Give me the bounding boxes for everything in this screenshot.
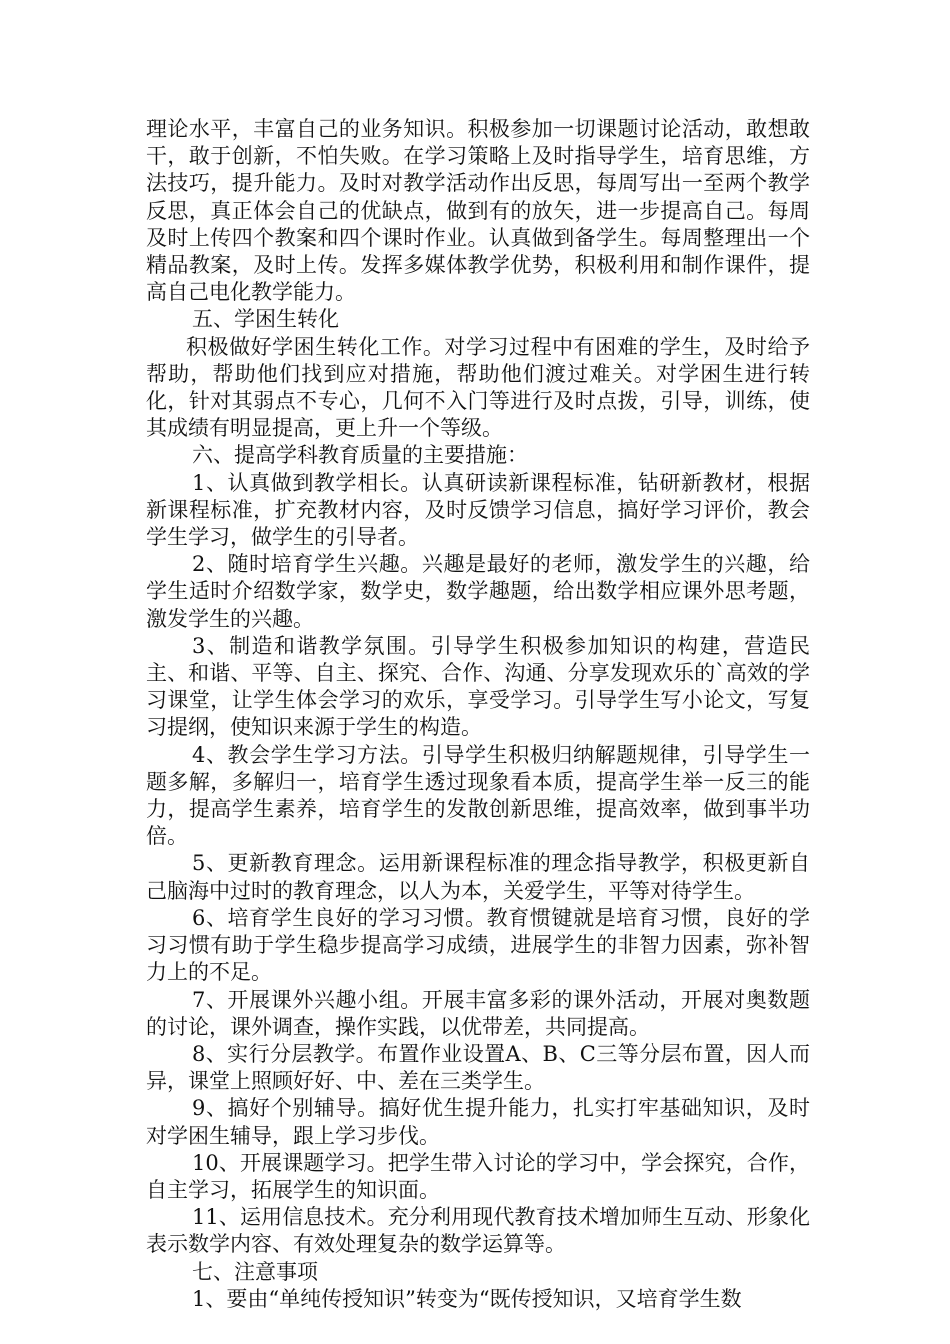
section-heading-6: 六、提高学科教育质量的主要措施： [192, 443, 528, 468]
measure-item-1: 1、认真做到教学相长。认真研读新课程标准，钻研新教材，根据新课程标准，扩充教材内容，及时反馈学习信息，搞好学习评价，教会学生学习，做学生的引导者。 [146, 470, 810, 550]
measure-item-9: 9、搞好个别辅导。搞好优生提升能力，扎实打牢基础知识，及时对学困生辅导，跟上学习步伐。 [146, 1096, 810, 1148]
measure-item-2: 2、随时培育学生兴趣。兴趣是最好的老师，激发学生的兴趣，给学生适时介绍数学家，数学史，数学趣题，给出数学相应课外思考题，激发学生的兴趣。 [146, 552, 810, 631]
paragraph-continuation: 理论水平，丰富自己的业务知识。积极参加一切课题讨论活动，敢想敢干，敢于创新，不怕失败。在学习策略上及时指导学生，培育思维，方法技巧，提升能力。及时对教学活动作出反思，每周写出一至两个教学反思，真正体会自己的优缺点，做到有的放矢，进一步提高自己。每周及时上传四个教案和四个课时作业。认真做到备学生。每周整理出一个精品教案，及时上传。发挥多媒体教学优势，积极利用和制作课件，提高自己电化教学能力。 [146, 117, 810, 305]
section-heading-5: 五、学困生转化 [192, 307, 339, 332]
measure-item-7: 7、开展课外兴趣小组。开展丰富多彩的课外活动，开展对奥数题的讨论，课外调查，操作实践，以优带差，共同提高。 [146, 987, 810, 1039]
measure-item-4: 4、教会学生学习方法。引导学生积极归纳解题规律，引导学生一题多解，多解归一，培育学生透过现象看本质，提高学生举一反三的能力，提高学生素养，培育学生的发散创新思维，提高效率，做到事半功倍。 [146, 742, 810, 849]
measure-item-3: 3、制造和谐教学氛围。引导学生积极参加知识的构建，营造民主、和谐、平等、自主、探究、合作、沟通、分享发现欢乐的`高效的学习课堂，让学生体会学习的欢乐，享受学习。引导学生写小论文，写复习提纲，使知识来源于学生的构造。 [146, 633, 810, 740]
note-item-1: 1、要由“单纯传授知识”转变为“既传授知识，又培育学生数 [192, 1286, 742, 1311]
document-page [146, 116, 810, 1313]
measure-item-8: 8、实行分层教学。布置作业设置A、B、C三等分层布置，因人而异，课堂上照顾好好、中、差在三类学生。 [146, 1041, 810, 1094]
paragraph-underachiever-transformation: 积极做好学困生转化工作。对学习过程中有困难的学生，及时给予帮助，帮助他们找到应对措施，帮助他们渡过难关。对学困生进行转化，针对其弱点不专心，几何不入门等进行及时点拨，引导，训练，使其成绩有明显提高，更上升一个等级。 [146, 334, 810, 441]
measure-item-11: 11、运用信息技术。充分利用现代教育技术增加师生互动、形象化表示数学内容、有效处理复杂的数学运算等。 [146, 1205, 810, 1257]
section-heading-7: 七、注意事项 [192, 1259, 318, 1284]
measure-item-10: 10、开展课题学习。把学生带入讨论的学习中，学会探究，合作，自主学习，拓展学生的知识面。 [146, 1150, 810, 1202]
measure-item-5: 5、更新教育理念。运用新课程标准的理念指导教学，积极更新自己脑海中过时的教育理念，以人为本，关爱学生，平等对待学生。 [146, 851, 810, 903]
measure-item-6: 6、培育学生良好的学习习惯。教育惯键就是培育习惯，良好的学习习惯有助于学生稳步提高学习成绩，进展学生的非智力因素，弥补智力上的不足。 [146, 905, 810, 985]
